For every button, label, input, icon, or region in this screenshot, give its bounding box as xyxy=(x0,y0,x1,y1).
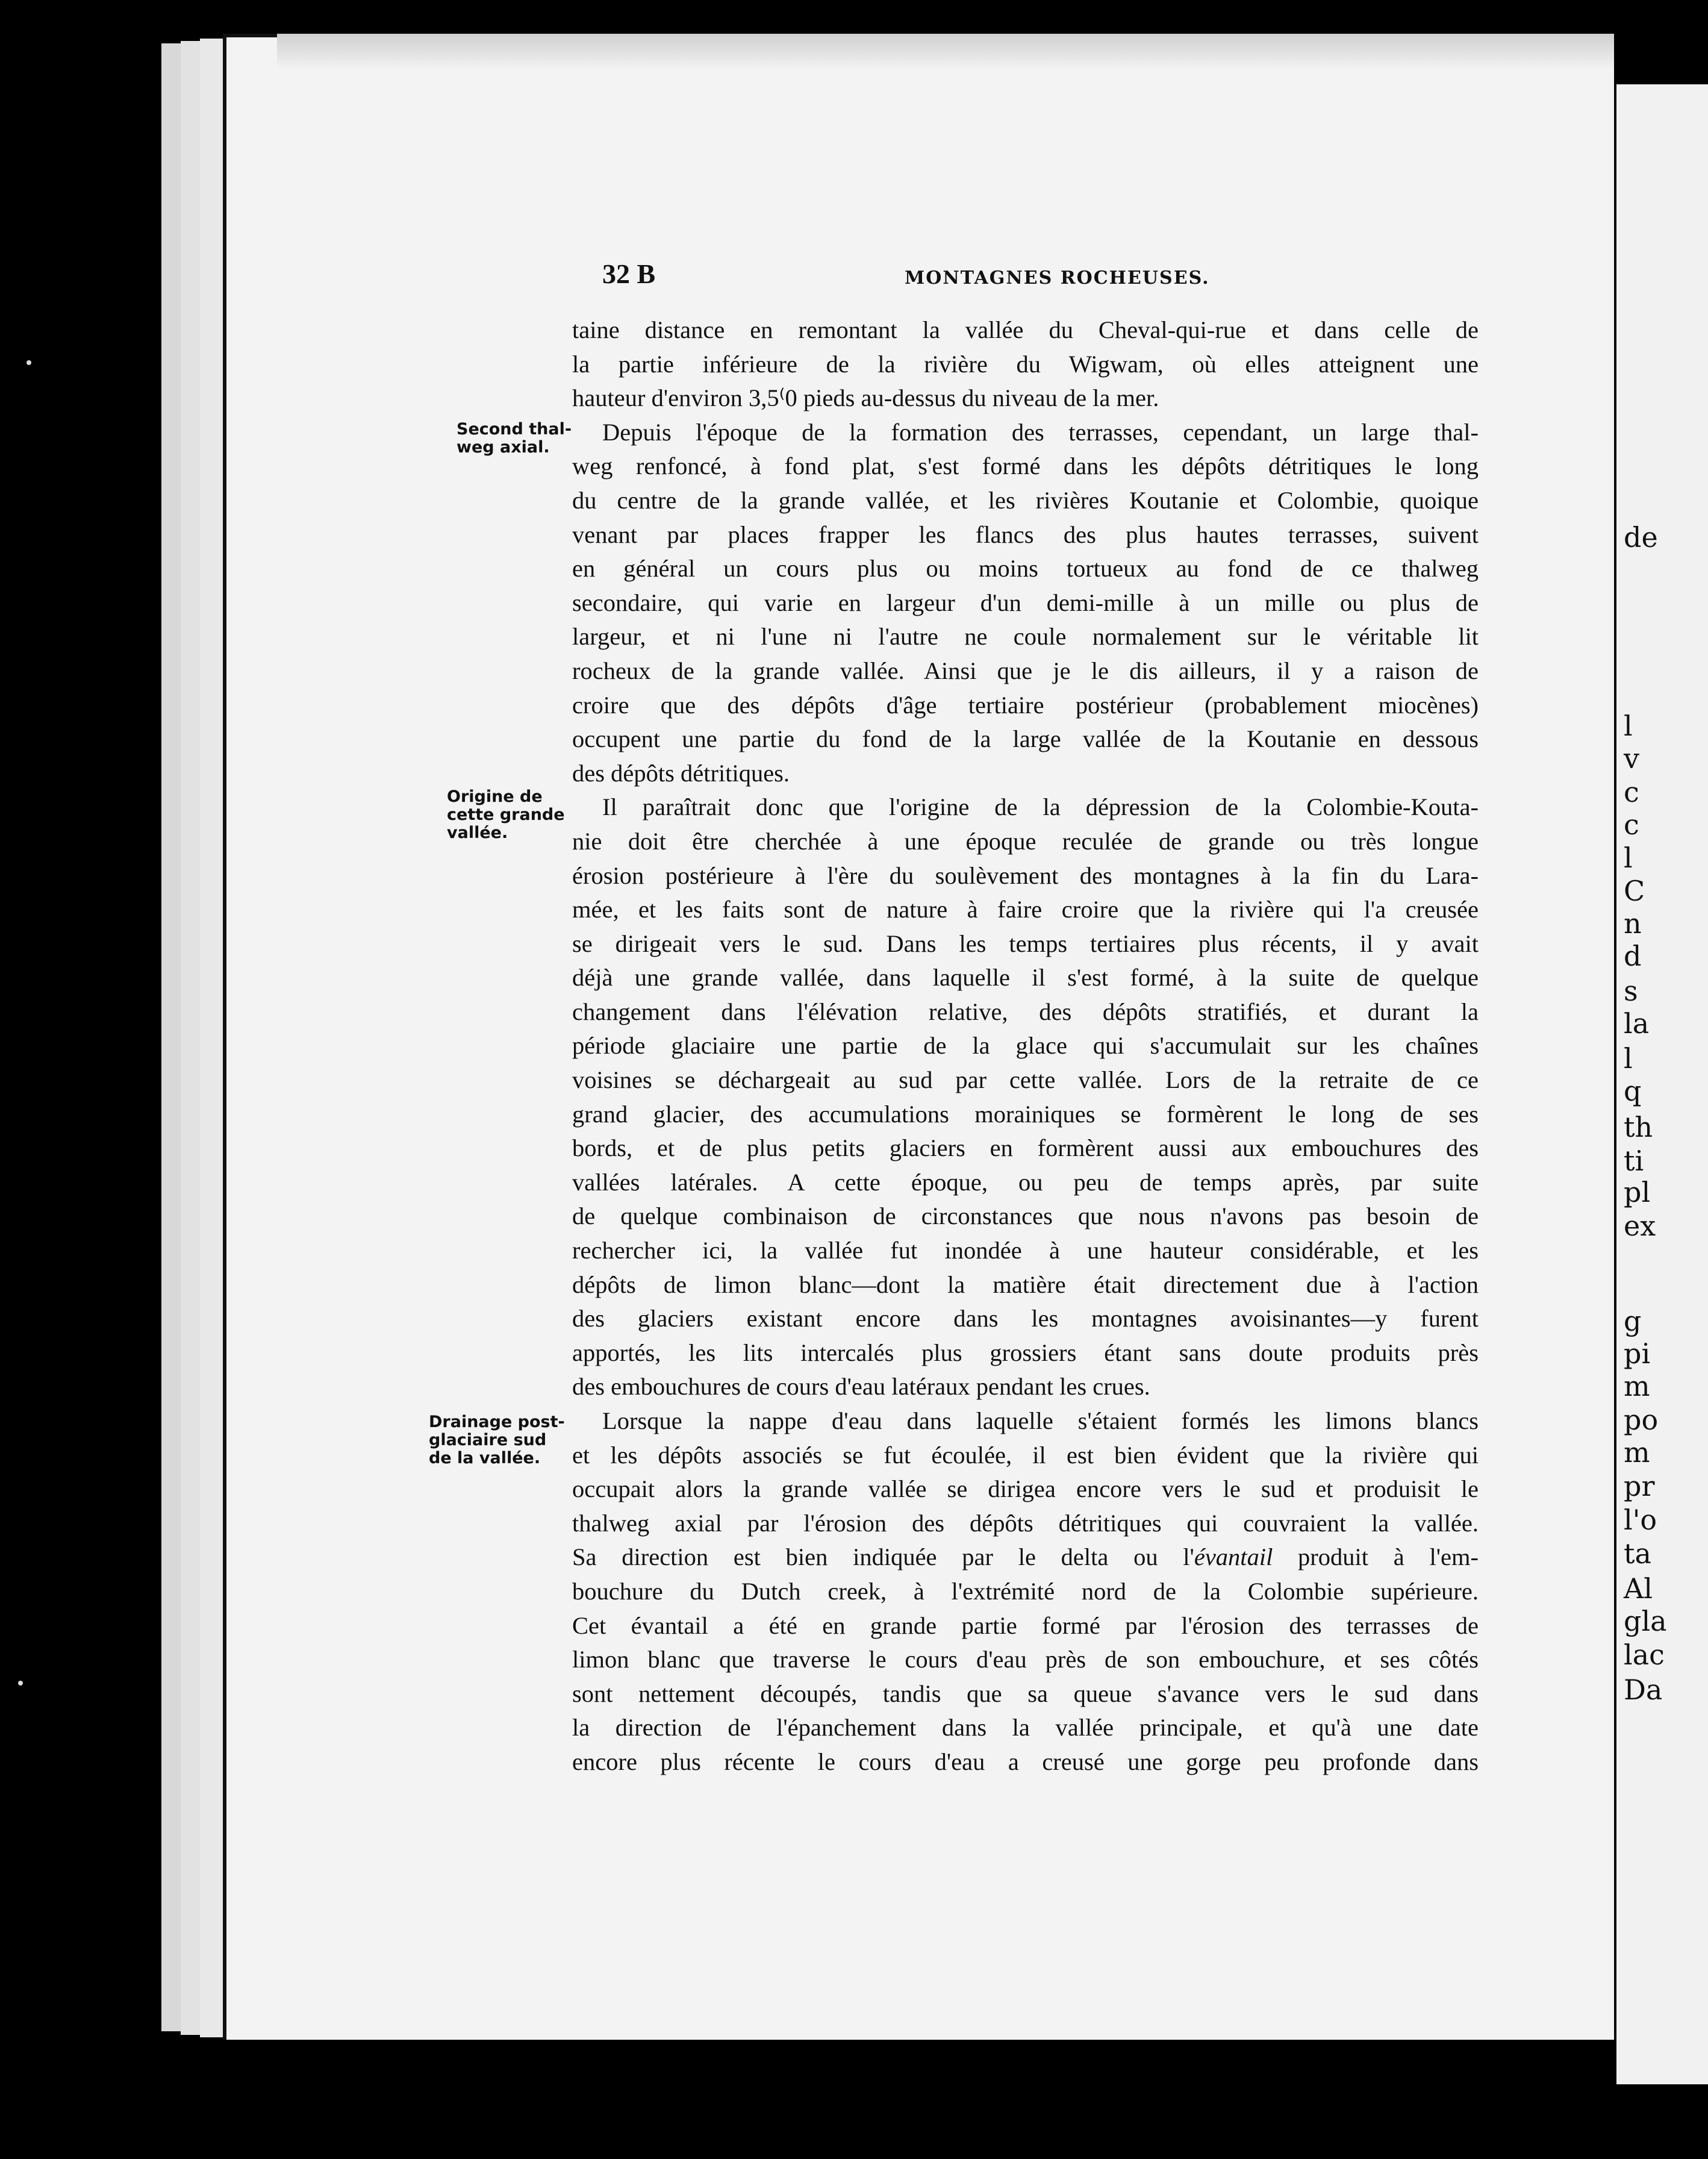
text-line: Lorsque la nappe d'eau dans laquelle s'étaient formés les limons blancs xyxy=(602,1407,1479,1434)
text-line: en général un cours plus ou moins tortueux au fond de ce thalweg xyxy=(572,555,1479,583)
margin-note-line: Origine de xyxy=(447,787,543,806)
text-line: grand glacier, des accumulations morainiques se formèrent le long de ses xyxy=(572,1100,1479,1128)
text-line: occupent une partie du fond de la large vallée de la Koutanie en dessous xyxy=(572,725,1479,753)
facing-page-text: pr xyxy=(1624,1470,1655,1502)
facing-page-text: n xyxy=(1624,907,1642,940)
text-line: Cet évantail a été en grande partie formé par l'érosion des terrasses de xyxy=(572,1611,1479,1639)
margin-note-line: weg axial. xyxy=(457,438,550,457)
text-line: bouchure du Dutch creek, à l'extrémité nord de la Colombie supérieure. xyxy=(572,1577,1479,1605)
facing-page-text: m xyxy=(1624,1370,1650,1402)
text-line: Il paraîtrait donc que l'origine de la dépression de la Colombie-Kouta- xyxy=(602,793,1479,821)
text-line: érosion postérieure à l'ère du soulèvement des montagnes à la fin du Lara- xyxy=(572,861,1479,889)
text-line: et les dépôts associés se fut écoulée, il est bien évident que la rivière qui xyxy=(572,1441,1479,1469)
text-line: encore plus récente le cours d'eau a creusé une gorge peu profonde dans xyxy=(572,1748,1479,1775)
margin-note-line: vallée. xyxy=(447,823,508,842)
facing-page-text: pl xyxy=(1624,1176,1651,1208)
facing-page-text: Da xyxy=(1624,1673,1663,1706)
text-line: déjà une grande vallée, dans laquelle il s'est formé, à la suite de quelque xyxy=(572,964,1479,992)
margin-note-line: de la vallée. xyxy=(429,1449,541,1467)
italic-term: évantail xyxy=(1194,1543,1273,1571)
facing-page-text: g xyxy=(1624,1305,1642,1337)
text-line: occupait alors la grande vallée se dirigea encore vers le sud et produisit le xyxy=(572,1475,1479,1503)
text-line: rechercher ici, la vallée fut inondée à une hauteur considérable, et les xyxy=(572,1237,1479,1264)
text-line: dépôts de limon blanc—dont la matière était directement due à l'action xyxy=(572,1270,1479,1298)
text-line: des glaciers existant encore dans les montagnes avoisinantes—y furent xyxy=(572,1305,1479,1333)
text-line: rocheux de la grande vallée. Ainsi que je le dis ailleurs, il y a raison de xyxy=(572,657,1479,684)
text-line: croire que des dépôts d'âge tertiaire postérieur (probablement miocènes) xyxy=(572,691,1479,719)
text-line: des dépôts détritiques. xyxy=(572,759,790,787)
facing-page-text: c xyxy=(1624,776,1639,808)
text-line: taine distance en remontant la vallée du Cheval-qui-rue et dans celle de xyxy=(572,316,1479,343)
facing-page-text: C xyxy=(1624,875,1645,907)
text-line: Depuis l'époque de la formation des terrasses, cependant, un large thal- xyxy=(602,418,1479,446)
facing-page-text: l'o xyxy=(1624,1504,1657,1536)
facing-page-text: q xyxy=(1624,1075,1642,1107)
facing-page-text: l xyxy=(1624,710,1633,742)
text-line: sont nettement découpés, tandis que sa queue s'avance vers le sud dans xyxy=(572,1679,1479,1707)
facing-page-text: Al xyxy=(1624,1572,1653,1605)
scan-speck xyxy=(26,360,31,365)
text-line: mée, et les faits sont de nature à faire croire que la rivière qui l'a creusée xyxy=(572,896,1479,923)
text-line: weg renfoncé, à fond plat, s'est formé dans les dépôts détritiques le long xyxy=(572,452,1479,480)
facing-page-text: ta xyxy=(1624,1537,1651,1570)
facing-page-text: m xyxy=(1624,1436,1650,1469)
text-line: hauteur d'environ 3,5⁽0 pieds au-dessus du niveau de la mer. xyxy=(572,384,1159,412)
page-edge xyxy=(200,39,226,2037)
facing-page-text: th xyxy=(1624,1111,1653,1143)
facing-page-text: ti xyxy=(1624,1145,1644,1177)
text-line: largeur, et ni l'une ni l'autre ne coule normalement sur le véritable lit xyxy=(572,623,1479,651)
text-line: la partie inférieure de la rivière du Wigwam, où elles atteignent une xyxy=(572,350,1479,378)
margin-note-line: Second thal- xyxy=(457,420,572,439)
margin-note-line: Drainage post- xyxy=(429,1413,565,1431)
facing-page-text: lac xyxy=(1624,1639,1665,1671)
facing-page-text: c xyxy=(1624,808,1639,841)
text-line: secondaire, qui varie en largeur d'un demi-mille à un mille ou plus de xyxy=(572,589,1479,616)
text-line: thalweg axial par l'érosion des dépôts détritiques qui couvraient la vallée. xyxy=(572,1509,1479,1537)
facing-page-text: de xyxy=(1624,521,1658,554)
facing-page-text: v xyxy=(1624,742,1639,775)
facing-page-text: d xyxy=(1624,940,1642,972)
facing-page-text: pi xyxy=(1624,1337,1651,1370)
scan-speck xyxy=(18,1681,23,1686)
page-number: 32 B xyxy=(602,258,656,289)
body-text xyxy=(572,313,1479,1779)
facing-page-text: l xyxy=(1624,842,1633,874)
running-head: MONTAGNES ROCHEUSES. xyxy=(905,267,1210,289)
text-line: des embouchures de cours d'eau latéraux pendant les crues. xyxy=(572,1373,1150,1401)
text-line: changement dans l'élévation relative, des dépôts stratifiés, et durant la xyxy=(572,998,1479,1025)
text-line: apportés, les lits intercalés plus grossiers étant sans doute produits près xyxy=(572,1339,1479,1366)
margin-note-line: glaciaire sud xyxy=(429,1431,547,1449)
text-line: la direction de l'épanchement dans la vallée principale, et qu'à une date xyxy=(572,1714,1479,1742)
text-line: venant par places frapper les flancs des plus hautes terrasses, suivent xyxy=(572,520,1479,548)
margin-note-drainage xyxy=(429,1413,567,1467)
margin-note-line: cette grande xyxy=(447,805,565,824)
facing-page-fragment xyxy=(1616,84,1708,2084)
facing-page-text: s xyxy=(1624,975,1638,1007)
facing-page-text: po xyxy=(1624,1404,1659,1436)
text-line: bords, et de plus petits glaciers en formèrent aussi aux embouchures des xyxy=(572,1134,1479,1162)
facing-page-text: ex xyxy=(1624,1210,1656,1242)
facing-page-text: l xyxy=(1624,1042,1633,1075)
text-line: nie doit être cherchée à une époque reculée de grande ou très longue xyxy=(572,827,1479,855)
text-line: Sa direction est bien indiquée par le delta ou l'évantail produit à l'em- xyxy=(572,1543,1479,1571)
facing-page-text: gla xyxy=(1624,1605,1667,1637)
text-line: période glaciaire une partie de la glace qui s'accumulait sur les chaînes xyxy=(572,1032,1479,1060)
text-line: vallées latérales. A cette époque, ou peu de temps après, par suite xyxy=(572,1168,1479,1196)
margin-note-origine xyxy=(447,788,585,842)
text-line: se dirigeait vers le sud. Dans les temps tertiaires plus récents, il y avait xyxy=(572,930,1479,957)
facing-page-text: la xyxy=(1624,1007,1650,1040)
text-line: de quelque combinaison de circonstances que nous n'avons pas besoin de xyxy=(572,1202,1479,1230)
text-line: du centre de la grande vallée, et les rivières Koutanie et Colombie, quoique xyxy=(572,486,1479,514)
page-header xyxy=(602,258,1476,294)
text-line: limon blanc que traverse le cours d'eau près de son embouchure, et ses côtés xyxy=(572,1646,1479,1673)
text-line: voisines se déchargeait au sud par cette vallée. Lors de la retraite de ce xyxy=(572,1066,1479,1094)
